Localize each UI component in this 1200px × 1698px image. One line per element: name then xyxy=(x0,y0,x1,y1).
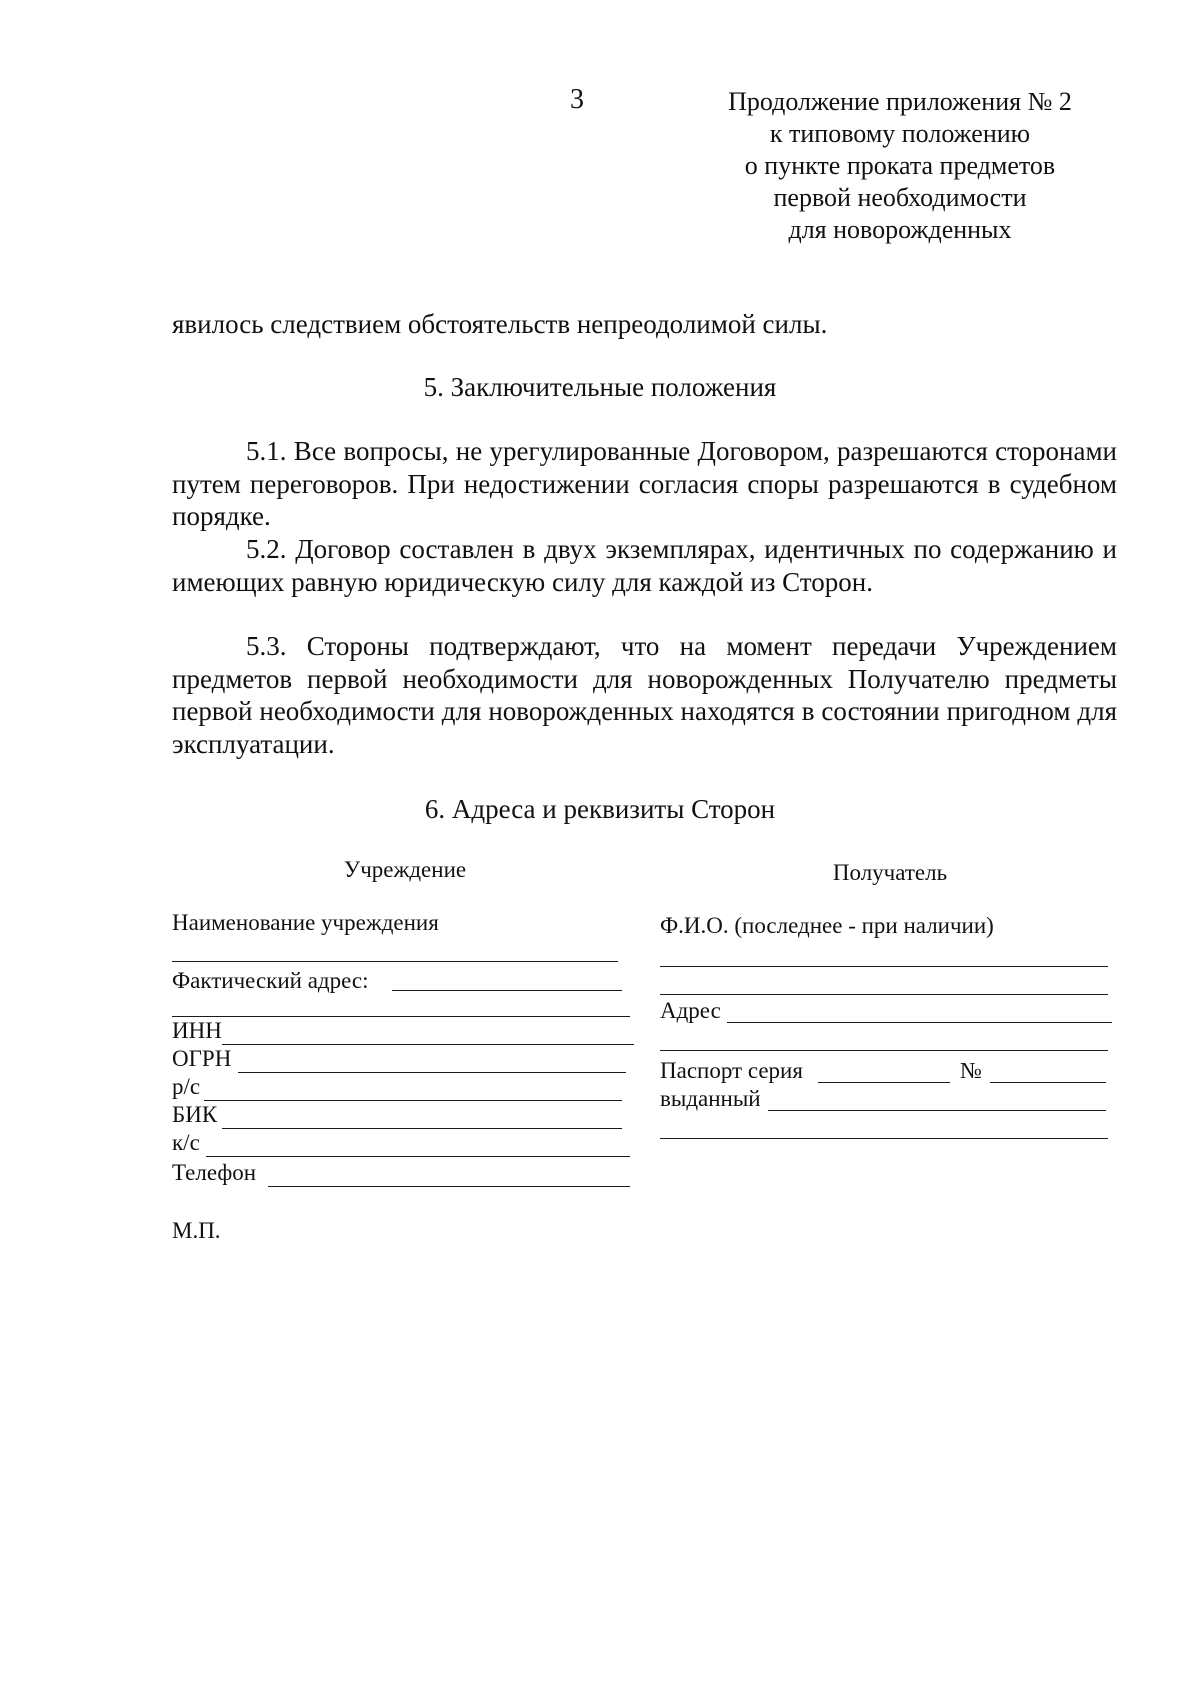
institution-address-line-2[interactable] xyxy=(172,1016,630,1017)
institution-name-label: Наименование учреждения xyxy=(172,910,439,935)
annex-header xyxy=(690,86,1110,246)
clause-5-2: 5.2. Договор составлен в двух экземплярах, идентичных по содержанию и имеющих равную юридическую силу для каждой из Сторон. xyxy=(172,534,1117,597)
recipient-heading: Получатель xyxy=(832,860,948,885)
clause-5-1: 5.1. Все вопросы, не урегулированные Договором, разрешаются сторонами путем переговоров. При недостижении согласия споры разрешаются в судебном порядке. xyxy=(172,436,1117,531)
issued-line-2[interactable] xyxy=(660,1138,1108,1139)
institution-name-line[interactable] xyxy=(172,961,618,962)
institution-address-line[interactable] xyxy=(392,990,622,991)
corr-account-line[interactable] xyxy=(206,1156,630,1157)
passport-series-line[interactable] xyxy=(818,1082,950,1083)
section-6-title: 6. Адреса и реквизиты Сторон xyxy=(424,794,776,824)
inn-line[interactable] xyxy=(222,1044,634,1045)
institution-address-label: Фактический адрес: xyxy=(172,968,369,993)
ogrn-label: ОГРН xyxy=(172,1046,232,1071)
inn-label: ИНН xyxy=(172,1018,222,1043)
annex-header-line: первой необходимости xyxy=(773,183,1027,212)
recipient-address-label: Адрес xyxy=(660,998,721,1023)
annex-header-line: Продолжение приложения № 2 xyxy=(728,87,1072,116)
bik-label: БИК xyxy=(172,1102,218,1127)
phone-line[interactable] xyxy=(268,1186,630,1187)
clause-5-3: 5.3. Стороны подтверждают, что на момент передачи Учреждением предметов первой необходимости для новорожденных Получателю предметы первой необходимости для новорожденных находятся в состоянии пригодном для эксплуатации. xyxy=(172,631,1117,759)
phone-label: Телефон xyxy=(172,1160,257,1185)
passport-number-line[interactable] xyxy=(990,1082,1106,1083)
recipient-fio-label: Ф.И.О. (последнее - при наличии) xyxy=(660,913,994,938)
ogrn-line[interactable] xyxy=(238,1072,626,1073)
account-label: р/с xyxy=(172,1074,201,1099)
recipient-address-line[interactable] xyxy=(727,1022,1112,1023)
passport-number-label: № xyxy=(960,1058,982,1083)
page-number: 3 xyxy=(570,84,584,115)
issued-label: выданный xyxy=(660,1086,761,1111)
recipient-fio-line[interactable] xyxy=(660,966,1108,967)
bik-line[interactable] xyxy=(222,1128,622,1129)
annex-header-line: о пункте проката предметов xyxy=(744,151,1056,180)
corr-account-label: к/с xyxy=(172,1130,200,1155)
stamp-label: М.П. xyxy=(172,1218,221,1243)
account-line[interactable] xyxy=(204,1100,622,1101)
recipient-fio-line-2[interactable] xyxy=(660,994,1108,995)
institution-heading: Учреждение xyxy=(343,857,467,882)
continuation-paragraph: явилось следствием обстоятельств непреодолимой силы. xyxy=(172,309,828,339)
recipient-address-line-2[interactable] xyxy=(660,1050,1108,1051)
annex-header-line: к типовому положению xyxy=(769,119,1031,148)
section-5-title: 5. Заключительные положения xyxy=(423,372,777,402)
issued-line[interactable] xyxy=(768,1110,1106,1111)
passport-series-label: Паспорт серия xyxy=(660,1058,803,1083)
annex-header-line: для новорожденных xyxy=(788,215,1012,244)
